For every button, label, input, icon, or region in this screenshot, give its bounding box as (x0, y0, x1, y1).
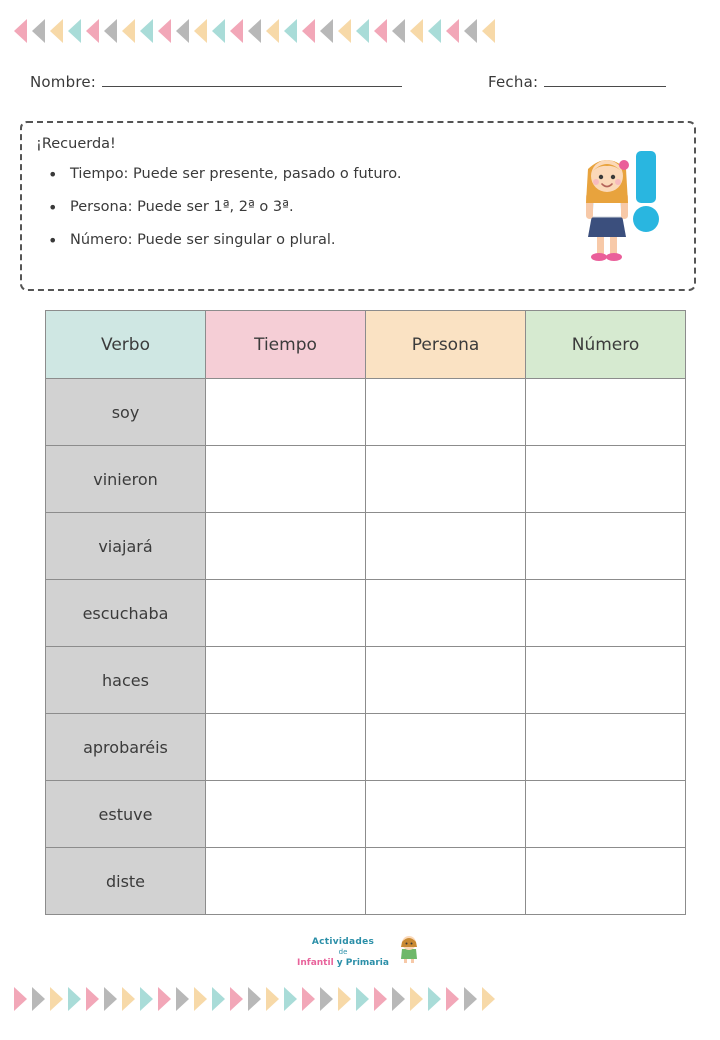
chevron-right-icon (68, 987, 81, 1011)
answer-cell-persona[interactable] (366, 848, 526, 915)
student-info-bar (0, 68, 720, 98)
remember-list (34, 167, 554, 266)
verb-cell: vinieron (46, 446, 206, 513)
chevron-left-icon (266, 19, 279, 43)
chevron-left-icon (68, 19, 81, 43)
answer-cell-tiempo[interactable] (206, 781, 366, 848)
verb-cell: soy (46, 379, 206, 446)
answer-cell-persona[interactable] (366, 781, 526, 848)
list-item (34, 167, 554, 183)
verb-analysis-table (45, 310, 686, 915)
decorative-chevron-border-bottom (0, 980, 720, 1018)
chevron-right-icon (158, 987, 171, 1011)
column-header-verbo: Verbo (46, 311, 206, 379)
chevron-left-icon (482, 19, 495, 43)
chevron-left-icon (212, 19, 225, 43)
chevron-left-icon (446, 19, 459, 43)
logo-girl-icon (395, 935, 423, 967)
chevron-right-icon (140, 987, 153, 1011)
chevron-right-icon (446, 987, 459, 1011)
table-row (46, 580, 686, 647)
list-item-label: Número: Puede ser singular o plural. (70, 231, 336, 248)
chevron-right-icon (266, 987, 279, 1011)
table-row (46, 714, 686, 781)
table-row (46, 647, 686, 714)
verb-cell: haces (46, 647, 206, 714)
list-item (34, 197, 554, 217)
chevron-left-icon (464, 19, 477, 43)
verb-cell: escuchaba (46, 580, 206, 647)
chevron-left-icon (140, 19, 153, 43)
answer-cell-numero[interactable] (526, 714, 686, 781)
chevron-left-icon (284, 19, 297, 43)
answer-cell-persona[interactable] (366, 446, 526, 513)
chevron-left-icon (302, 19, 315, 43)
answer-cell-tiempo[interactable] (206, 714, 366, 781)
chevron-right-icon (374, 987, 387, 1011)
answer-cell-numero[interactable] (526, 848, 686, 915)
chevron-left-icon (374, 19, 387, 43)
list-item-label: Tiempo: Puede ser presente, pasado o futuro. (70, 166, 402, 182)
logo-line-3-infantil: Infantil (297, 957, 334, 968)
name-label: Nombre: (30, 73, 97, 91)
chevron-right-icon (86, 987, 99, 1011)
chevron-right-icon (122, 987, 135, 1011)
answer-cell-numero[interactable] (526, 647, 686, 714)
table-row (46, 513, 686, 580)
answer-cell-tiempo[interactable] (206, 848, 366, 915)
date-field[interactable] (488, 72, 666, 91)
chevron-right-icon (212, 987, 225, 1011)
chevron-right-icon (464, 987, 477, 1011)
chevron-left-icon (104, 19, 117, 43)
column-header-numero: Número (526, 311, 686, 379)
name-input-line[interactable] (102, 72, 402, 87)
logo-line-2: de (338, 948, 348, 957)
date-label: Fecha: (488, 73, 539, 91)
chevron-right-icon (338, 987, 351, 1011)
answer-cell-persona[interactable] (366, 379, 526, 446)
bullet-icon: • (48, 197, 58, 217)
chevron-left-icon (338, 19, 351, 43)
chevron-right-icon (410, 987, 423, 1011)
footer-logo (0, 937, 720, 968)
logo-line-1: Actividades (311, 936, 375, 947)
answer-cell-tiempo[interactable] (206, 513, 366, 580)
chevron-left-icon (86, 19, 99, 43)
chevron-left-icon (356, 19, 369, 43)
chevron-left-icon (32, 19, 45, 43)
date-input-line[interactable] (544, 72, 666, 87)
girl-with-exclamation-icon (564, 143, 684, 273)
chevron-right-icon (356, 987, 369, 1011)
chevron-right-icon (320, 987, 333, 1011)
bullet-icon: • (48, 165, 58, 184)
chevron-left-icon (176, 19, 189, 43)
chevron-right-icon (248, 987, 261, 1011)
verb-cell: viajará (46, 513, 206, 580)
chevron-left-icon (248, 19, 261, 43)
verb-cell: aprobaréis (46, 714, 206, 781)
verb-cell: estuve (46, 781, 206, 848)
chevron-left-icon (194, 19, 207, 43)
chevron-right-icon (392, 987, 405, 1011)
answer-cell-numero[interactable] (526, 580, 686, 647)
answer-cell-persona[interactable] (366, 513, 526, 580)
logo-line-3-primaria: y Primaria (333, 957, 389, 968)
chevron-left-icon (122, 19, 135, 43)
answer-cell-tiempo[interactable] (206, 379, 366, 446)
chevron-right-icon (230, 987, 243, 1011)
chevron-right-icon (14, 987, 27, 1011)
chevron-right-icon (50, 987, 63, 1011)
remember-box (20, 121, 696, 291)
chevron-right-icon (176, 987, 189, 1011)
list-item (34, 230, 554, 250)
chevron-left-icon (230, 19, 243, 43)
answer-cell-persona[interactable] (366, 647, 526, 714)
chevron-right-icon (194, 987, 207, 1011)
chevron-right-icon (104, 987, 117, 1011)
answer-cell-tiempo[interactable] (206, 446, 366, 513)
table-row (46, 446, 686, 513)
chevron-left-icon (428, 19, 441, 43)
chevron-left-icon (50, 19, 63, 43)
column-header-tiempo: Tiempo (206, 311, 366, 379)
chevron-right-icon (302, 987, 315, 1011)
table-body (46, 379, 686, 915)
name-field[interactable] (30, 72, 402, 91)
column-header-persona: Persona (366, 311, 526, 379)
answer-cell-numero[interactable] (526, 781, 686, 848)
chevron-right-icon (428, 987, 441, 1011)
table-row (46, 781, 686, 848)
chevron-left-icon (158, 19, 171, 43)
table-header-row (46, 311, 686, 379)
table-row (46, 848, 686, 915)
bullet-icon: • (48, 230, 58, 250)
chevron-right-icon (284, 987, 297, 1011)
table-row (46, 379, 686, 446)
chevron-left-icon (14, 19, 27, 43)
list-item-label: Persona: Puede ser 1ª, 2ª o 3ª. (70, 198, 294, 215)
decorative-chevron-border-top (0, 12, 720, 50)
chevron-left-icon (392, 19, 405, 43)
chevron-right-icon (32, 987, 45, 1011)
answer-cell-numero[interactable] (526, 513, 686, 580)
chevron-left-icon (410, 19, 423, 43)
chevron-left-icon (320, 19, 333, 43)
verb-cell: diste (46, 848, 206, 915)
answer-cell-tiempo[interactable] (206, 647, 366, 714)
answer-cell-persona[interactable] (366, 580, 526, 647)
remember-title: ¡Recuerda! (36, 136, 116, 152)
answer-cell-tiempo[interactable] (206, 580, 366, 647)
answer-cell-numero[interactable] (526, 446, 686, 513)
chevron-right-icon (482, 987, 495, 1011)
answer-cell-persona[interactable] (366, 714, 526, 781)
answer-cell-numero[interactable] (526, 379, 686, 446)
